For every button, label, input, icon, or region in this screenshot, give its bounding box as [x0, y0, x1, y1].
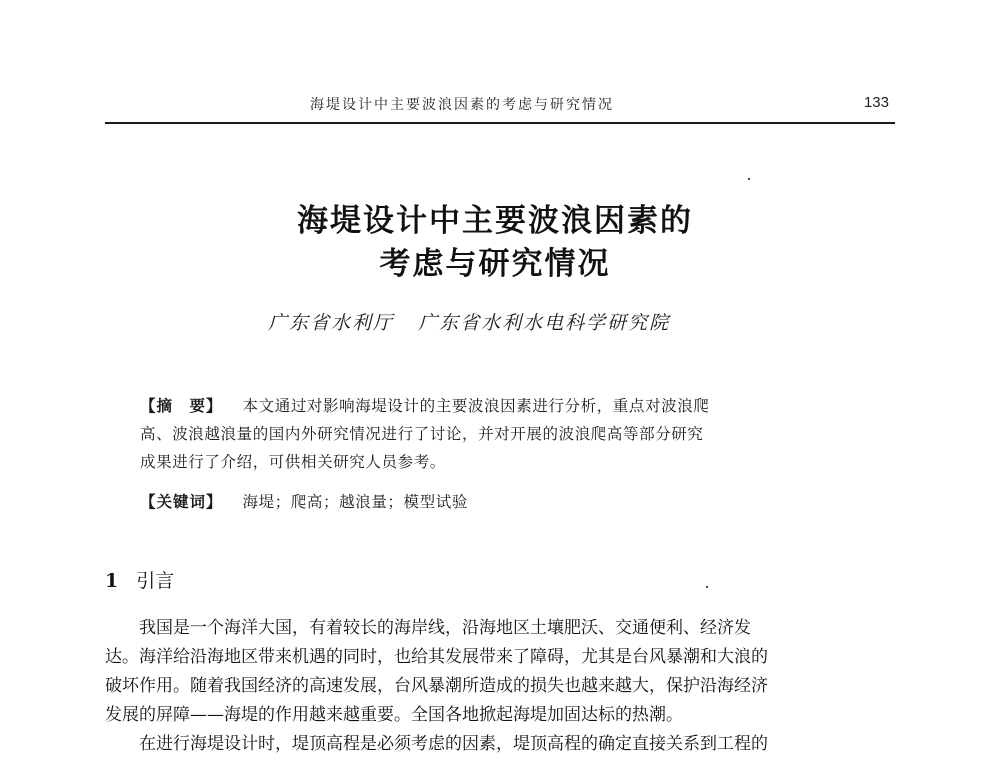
keywords-text: 海堤；爬高；越浪量；模型试验 — [242, 493, 468, 511]
section-heading — [105, 566, 174, 593]
body-text — [105, 614, 895, 759]
page-number: 133 — [863, 94, 889, 111]
paragraph-line: 破坏作用。随着我国经济的高速发展，台风暴潮所造成的损失也越来越大，保护沿海经济 — [105, 676, 768, 696]
scan-speck — [706, 586, 708, 588]
keywords-label: 【关键词】 — [140, 493, 223, 511]
abstract-text: 本文通过对影响海堤设计的主要波浪因素进行分析，重点对波浪爬 — [242, 397, 710, 415]
abstract — [140, 392, 870, 476]
paper-title-line-2: 考虑与研究情况 — [379, 246, 611, 282]
paper-title-line-1: 海堤设计中主要波浪因素的 — [297, 203, 693, 239]
abstract-line — [140, 392, 870, 420]
abstract-line: 成果进行了介绍，可供相关研究人员参考。 — [140, 453, 446, 471]
author-affiliation: 广东省水利厅 广东省水利水电科学研究院 — [268, 312, 671, 334]
paragraph-line: 达。海洋给沿海地区带来机遇的同时，也给其发展带来了障碍，尤其是台风暴潮和大浪的 — [105, 647, 768, 667]
running-title: 海堤设计中主要波浪因素的考虑与研究情况 — [310, 97, 614, 113]
paragraph-line: 在进行海堤设计时，堤顶高程是必须考虑的因素，堤顶高程的确定直接关系到工程的 — [139, 734, 768, 754]
abstract-line: 高、波浪越浪量的国内外研究情况进行了讨论，并对开展的波浪爬高等部分研究 — [140, 425, 704, 443]
paragraph-line: 发展的屏障——海堤的作用越来越重要。全国各地掀起海堤加固达标的热潮。 — [105, 705, 683, 725]
running-header — [105, 92, 895, 124]
keywords — [140, 490, 468, 512]
section-title: 引言 — [136, 570, 175, 592]
section-number: 1 — [105, 570, 119, 592]
scan-speck — [748, 178, 750, 180]
abstract-label: 【摘 要】 — [140, 397, 223, 415]
paragraph-line: 我国是一个海洋大国，有着较长的海岸线，沿海地区土壤肥沃、交通便利、经济发 — [139, 618, 751, 638]
